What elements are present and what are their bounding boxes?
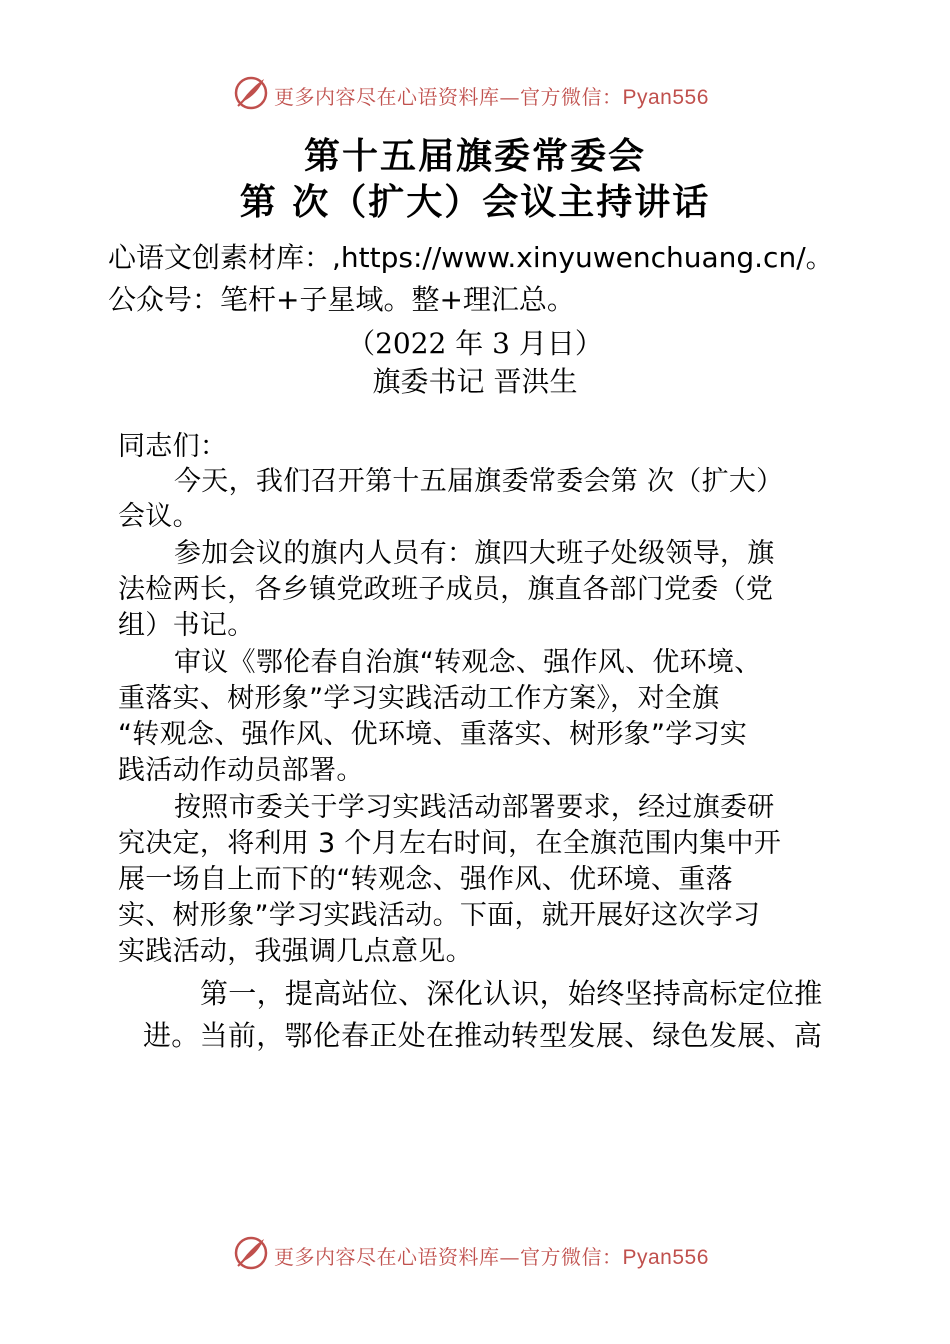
feather-pen-logo-icon	[232, 74, 270, 112]
document-title-line-1: 第十五届旗委常委会	[303, 135, 646, 177]
paragraph-2-line: 法检两长，各乡镇党政班子成员，旗直各部门党委（党	[118, 574, 774, 605]
paragraph-4-line: 实、树形象”学习实践活动。下面，就开展好这次学习	[118, 900, 761, 931]
paragraph-4-line: 究决定，将利用 3 个月左右时间，在全旗范围内集中开	[118, 828, 782, 859]
watermark-text: 更多内容尽在心语资料库—官方微信：Pyan556	[274, 85, 709, 109]
greeting: 同志们：	[118, 431, 228, 462]
paragraph-1-line: 会议。	[118, 501, 200, 532]
paragraph-3-line: 审议《鄂伦春自治旗“转观念、强作风、优环境、	[174, 647, 762, 678]
paragraph-4-line: 展一场自上而下的“转观念、强作风、优环境、重落	[118, 864, 733, 895]
paragraph-4-line: 实践活动，我强调几点意见。	[118, 936, 473, 967]
speaker-name: 旗委书记 晋洪生	[372, 365, 578, 398]
paragraph-2-line: 组）书记。	[118, 610, 255, 641]
watermark-banner-bottom	[0, 1234, 950, 1274]
watermark-banner-top	[0, 74, 950, 114]
paragraph-3-line: “转观念、强作风、优环境、重落实、树形象”学习实	[118, 719, 748, 750]
meeting-date: （2022 年 3 月日）	[347, 327, 603, 360]
paragraph-5-line: 进。当前，鄂伦春正处在推动转型发展、绿色发展、高	[143, 1019, 823, 1052]
wechat-id: Pyan556	[622, 1246, 709, 1269]
paragraph-3-line: 践活动作动员部署。	[118, 755, 364, 786]
paragraph-3-line: 重落实、树形象”学习实践活动工作方案》，对全旗	[118, 683, 720, 714]
watermark-text: 更多内容尽在心语资料库—官方微信：Pyan556	[274, 1245, 709, 1269]
wechat-id: Pyan556	[622, 86, 709, 109]
paragraph-5-line: 第一，提高站位、深化认识，始终坚持高标定位推	[200, 977, 823, 1010]
source-line-1: 心语文创素材库：,https://www.xinyuwenchuang.cn/。	[108, 241, 834, 274]
document-title-line-2: 第 次（扩大）会议主持讲话	[239, 181, 711, 223]
paragraph-4-line: 按照市委关于学习实践活动部署要求，经过旗委研	[174, 792, 775, 823]
paragraph-1-line: 今天，我们召开第十五届旗委常委会第 次（扩大）	[174, 466, 784, 497]
paragraph-2-line: 参加会议的旗内人员有：旗四大班子处级领导，旗	[174, 538, 775, 569]
source-line-2: 公众号：笔杆+子星域。整+理汇总。	[108, 283, 575, 316]
feather-pen-logo-icon	[232, 1234, 270, 1272]
